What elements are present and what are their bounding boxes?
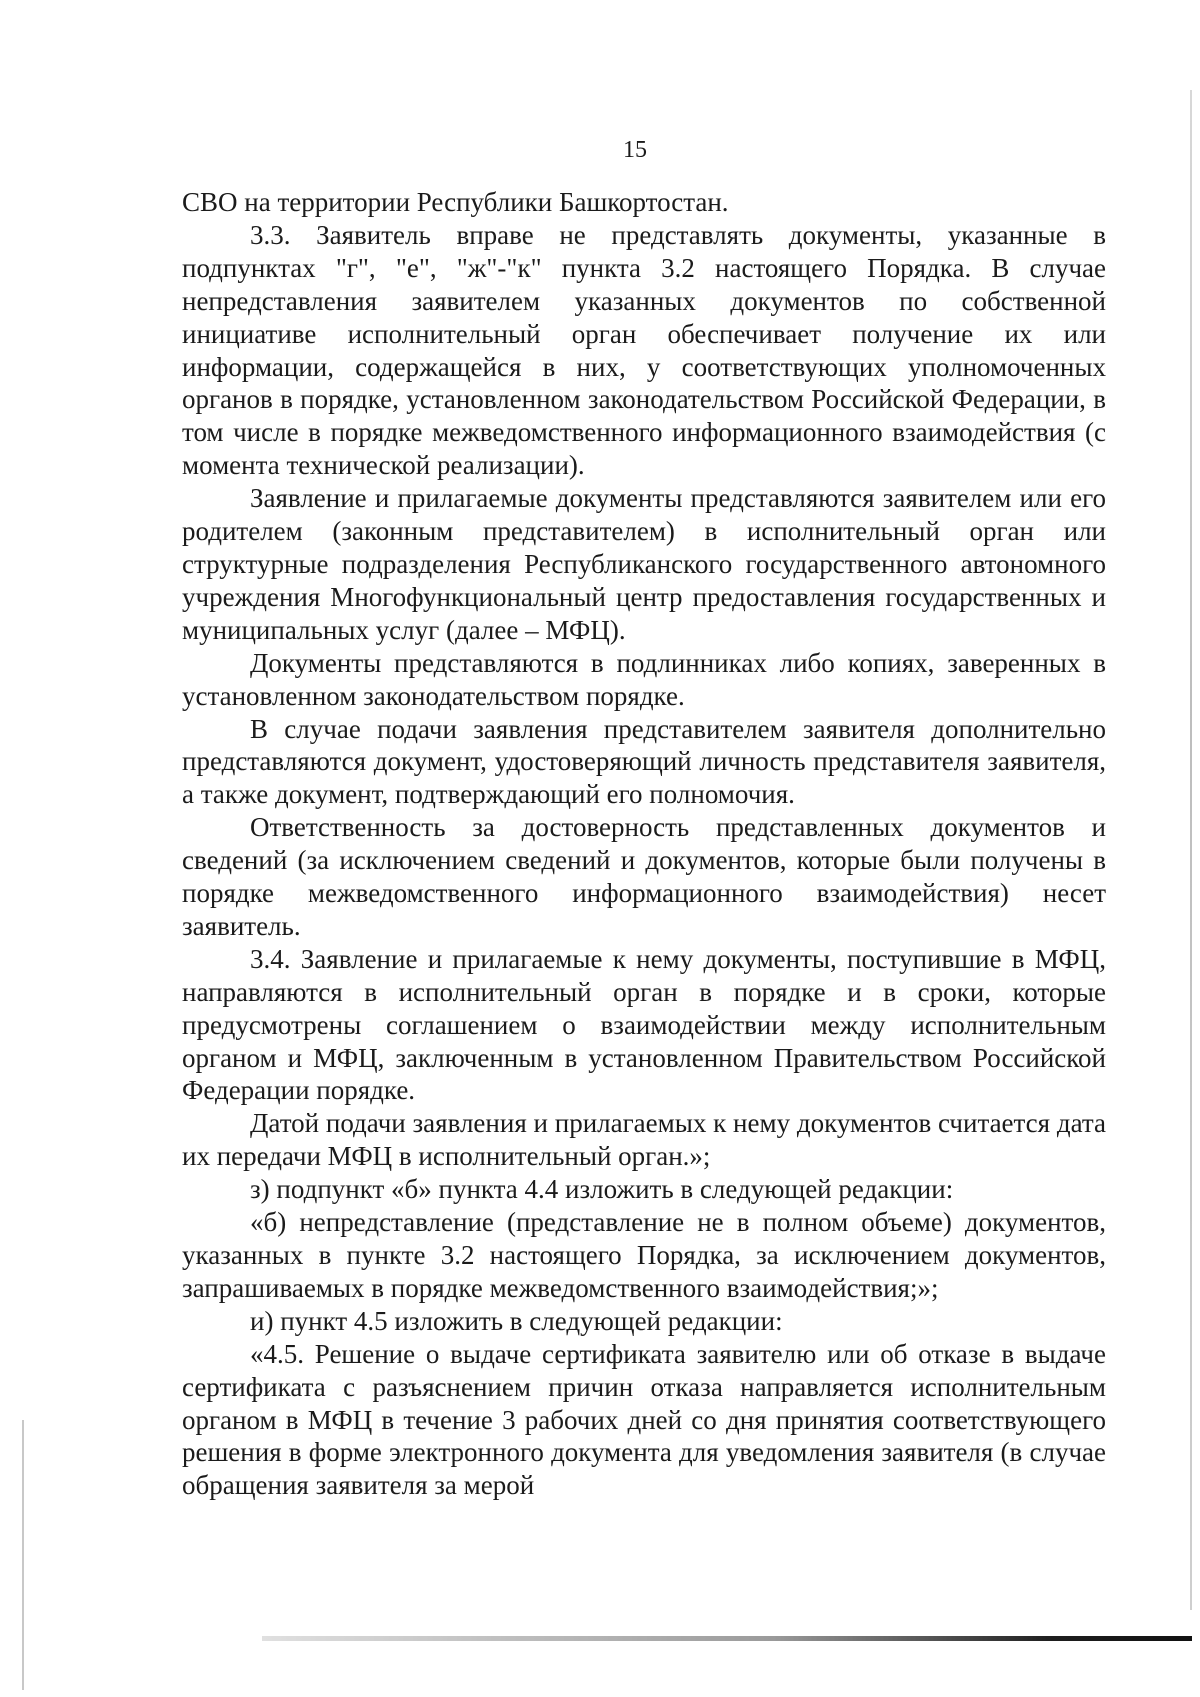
paragraph: и) пункт 4.5 изложить в следующей редакции: [250,1305,783,1336]
page-number: 15 [623,137,647,163]
paragraph: 3.4. Заявление и прилагаемые к нему документы, поступившие в МФЦ, направляются в исполнительный орган в порядке и в сроки, которые предусмотрены соглашением о взаимодействии между исполнительным органом и МФЦ, заключенным в установленном Правительством Российской Федерации порядке. [182,943,1106,1106]
paragraph: «4.5. Решение о выдаче сертификата заявителю или об отказе в выдаче сертификата с разъяснением причин отказа направляется исполнительным органом в МФЦ в течение 3 рабочих дней со дня принятия соответствующего решения в форме электронного документа для уведомления заявителя (в случае обращения заявителя за мерой [182,1338,1106,1501]
paragraph: Заявление и прилагаемые документы представляются заявителем или его родителем (законным представителем) в исполнительный орган или структурные подразделения Республиканского государственного автономного учреждения Многофункциональный центр предоставления государственных и муниципальных услуг (далее – МФЦ). [182,483,1106,645]
scan-edge-right [1190,90,1192,1610]
paragraph: СВО на территории Республики Башкортостан. [182,187,729,217]
paragraph: Датой подачи заявления и прилагаемых к нему документов считается дата их передачи МФЦ в исполнительный орган.»; [182,1108,1106,1172]
paragraph: з) подпункт «б» пункта 4.4 изложить в следующей редакции: [250,1174,954,1205]
paragraph: Документы представляются в подлинниках либо копиях, заверенных в установленном законодательством порядке. [182,647,1106,711]
paragraph: Ответственность за достоверность представленных документов и сведений (за исключением сведений и документов, которые были получены в порядке межведомственного информационного взаимодействия) несет заявитель. [182,812,1106,941]
document-body [182,186,1106,1502]
paragraph: «б) непредставление (представление не в полном объеме) документов, указанных в пункте 3.2 настоящего Порядка, за исключением документов, запрашиваемых в порядке межведомственного взаимодействия;»; [182,1207,1106,1303]
paragraph: 3.3. Заявитель вправе не представлять документы, указанные в подпунктах "г", "е", "ж"-"к" пункта 3.2 настоящего Порядка. В случае непредставления заявителем указанных документов по собственной инициативе исполнительный орган обеспечивает получение их или информации, содержащейся в них, у соответствующих уполномоченных органов в порядке, установленном законодательством Российской Федерации, в том числе в порядке межведомственного информационного взаимодействия (с момента технической реализации). [182,219,1106,481]
scan-bottom-shadow [262,1636,1192,1641]
scan-edge-left [22,1420,24,1690]
paragraph: В случае подачи заявления представителем заявителя дополнительно представляются документ, удостоверяющий личность представителя заявителя, а также документ, подтверждающий его полномочия. [182,713,1106,810]
